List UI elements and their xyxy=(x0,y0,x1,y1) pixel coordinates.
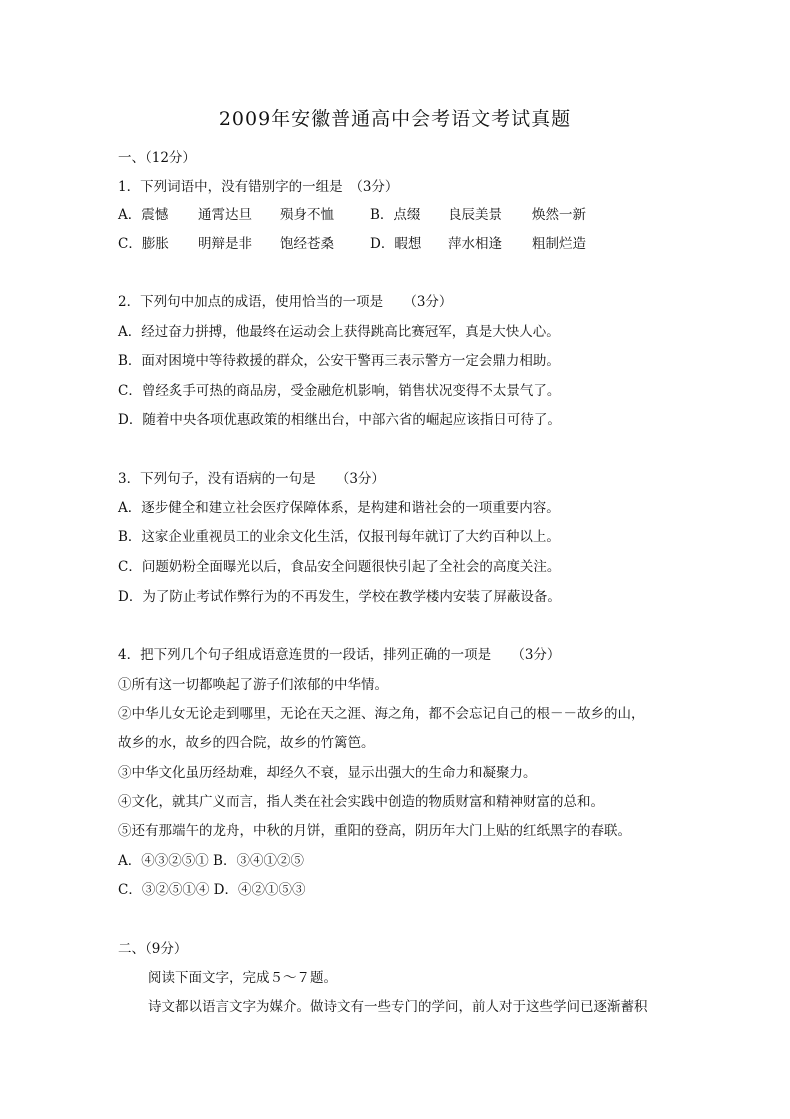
question-4-stem: 4．把下列几个句子组成语意连贯的一段话，排列正确的一项是 （3分） xyxy=(118,647,561,663)
question-3-option-b: B．这家企业重视员工的业余文化生活，仅报刊每年就订了大约百种以上。 xyxy=(118,529,560,545)
section-2-header: 二、（9分） xyxy=(118,941,188,957)
option-c-word-1: C．膨胀 xyxy=(118,236,169,252)
option-b-word-2: 良辰美景 xyxy=(448,207,502,223)
question-3-option-d: D．为了防止考试作弊行为的不再发生，学校在教学楼内安装了屏蔽设备。 xyxy=(118,589,561,605)
question-3-option-c: C．问题奶粉全面曝光以后，食品安全问题很快引起了全社会的高度关注。 xyxy=(118,559,561,575)
option-b-word-1: B．点缀 xyxy=(370,207,421,223)
question-4-options-cd: C．③②⑤①④ D．④②①⑤③ xyxy=(118,882,306,898)
option-a-word-1: A．震憾 xyxy=(118,207,169,223)
question-4-sentence-1: ①所有这一切都唤起了游子们浓郁的中华情。 xyxy=(118,677,388,693)
question-2-stem: 2．下列句中加点的成语，使用恰当的一项是 （3分） xyxy=(118,294,453,310)
question-3-stem: 3．下列句子，没有语病的一句是 （3分） xyxy=(118,471,385,487)
option-a-word-3: 殒身不恤 xyxy=(280,207,334,223)
option-c-word-2: 明辩是非 xyxy=(198,236,252,252)
question-2-option-c: C．曾经炙手可热的商品房，受金融危机影响，销售状况变得不太景气了。 xyxy=(118,383,561,399)
question-2-option-b: B．面对困境中等待救援的群众，公安干警再三表示警方一定会鼎力相助。 xyxy=(118,353,560,369)
question-4-sentence-5: ⑤还有那端午的龙舟，中秋的月饼，重阳的登高，阴历年大门上贴的红纸黑字的春联。 xyxy=(118,823,631,839)
option-a-word-2: 通霄达旦 xyxy=(198,207,252,223)
question-2-option-d: D．随着中央各项优惠政策的相继出台，中部六省的崛起应该指日可待了。 xyxy=(118,412,561,428)
section-2-instruction: 阅读下面文字，完成５～７题。 xyxy=(148,970,337,986)
question-4-sentence-3: ③中华文化虽历经劫难，却经久不衰，显示出强大的生命力和凝聚力。 xyxy=(118,765,537,781)
option-c-word-3: 饱经苍桑 xyxy=(280,236,334,252)
question-4-sentence-2: ②中华儿女无论走到哪里，无论在天之涯、海之角，都不会忘记自己的根－－故乡的山， xyxy=(118,706,645,722)
question-4-options-ab: A．④③②⑤① B．③④①②⑤ xyxy=(118,853,304,869)
page-title: 2009年安徽普通高中会考语文考试真题 xyxy=(218,108,572,130)
question-2-option-a: A．经过奋力拼搏，他最终在运动会上获得跳高比赛冠军，真是大快人心。 xyxy=(118,324,560,340)
section-1-header: 一、（12分） xyxy=(118,150,196,166)
option-d-word-3: 粗制烂造 xyxy=(532,236,586,252)
question-4-sentence-4: ④文化，就其广义而言，指人类在社会实践中创造的物质财富和精神财富的总和。 xyxy=(118,794,604,810)
option-d-word-1: D．暇想 xyxy=(370,236,422,252)
option-d-word-2: 萍水相逢 xyxy=(448,236,502,252)
section-2-passage: 诗文都以语言文字为媒介。做诗文有一些专门的学问，前人对于这些学问已逐渐蓄积 xyxy=(148,999,648,1015)
option-b-word-3: 焕然一新 xyxy=(532,207,586,223)
question-3-option-a: A．逐步健全和建立社会医疗保障体系，是构建和谐社会的一项重要内容。 xyxy=(118,500,560,516)
question-1-stem: 1．下列词语中，没有错别字的一组是 （3分） xyxy=(118,179,399,195)
question-4-sentence-2-continued: 故乡的水，故乡的四合院，故乡的竹篱笆。 xyxy=(118,735,375,751)
